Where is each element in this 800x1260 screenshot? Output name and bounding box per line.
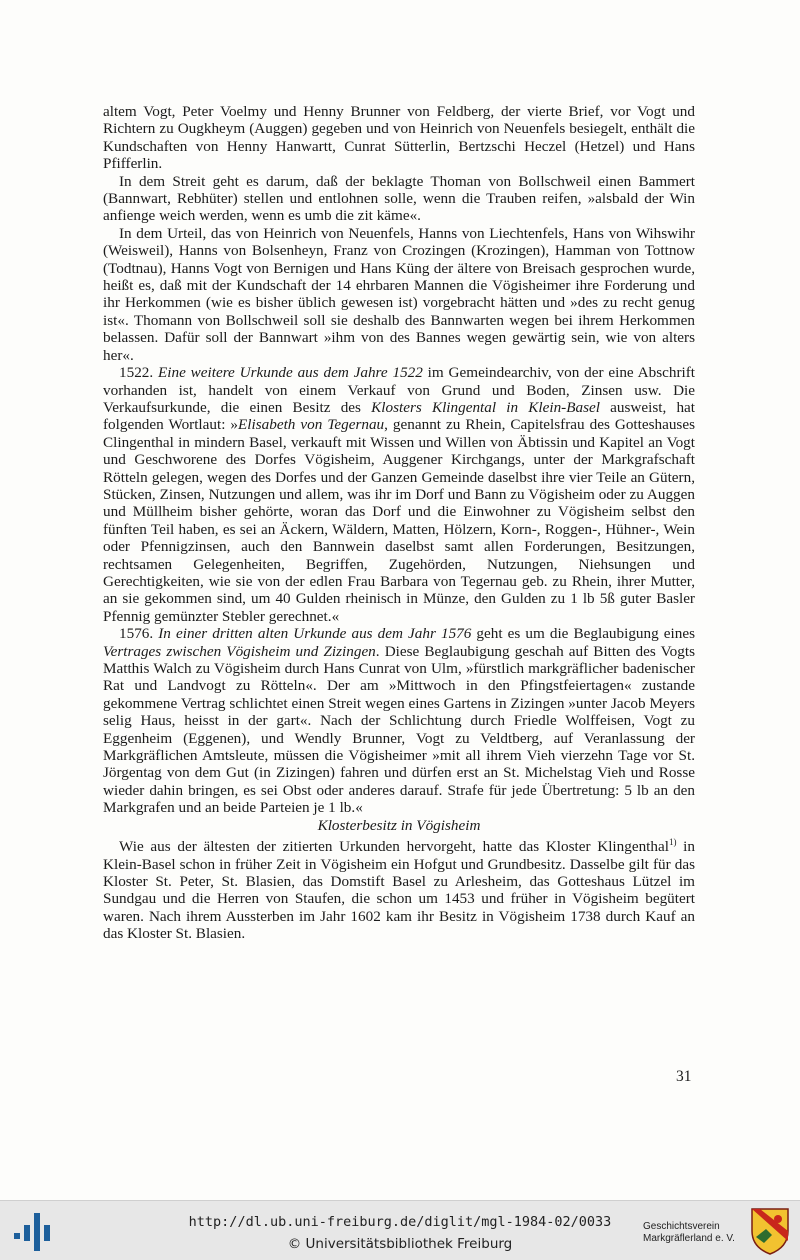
- emphasis-text: Elisabeth von Tegernau: [238, 416, 385, 434]
- text-run: altem Vogt, Peter Voelmy und Henny Brunner von Feldberg, der vierte Brief, vor Vogt und Richtern zu Ougkheym (Auggen) gegeben und von Heinrich von Neuenfels besiegelt, enthält die Kundschaften von Henny Hanwartt, Cunrat Sütterlin, Bertzschi Heczel (Hetzel) und Hans Pfifferlin.: [103, 103, 695, 173]
- text-run: geht es um die Beglaubigung eines: [471, 625, 695, 643]
- paragraph: [103, 625, 695, 816]
- society-line-1: Geschichtsverein: [643, 1221, 720, 1232]
- emphasis-text: Eine weitere Urkunde aus dem Jahre 1522: [158, 364, 423, 382]
- society-line-2: Markgräflerland e. V.: [643, 1233, 735, 1244]
- society-name: [643, 1221, 735, 1245]
- text-run: , genannt zu Rhein, Capitelsfrau des Gotteshauses Clingenthal in mindern Basel, verkauft mit Wissen und Willen von Äbtissin und Kapitel an Vogt und Geschworene des Dorfes Vögisheim, Auggener Kirchgangs, unter der Markgrafschaft Rötteln gelegen, wegen des Dorfes und der Ganzen Gemeinde daselbst ihre vier Teile an Gütern, Stücken, Zinsen, Nutzungen und allem, was ihr im Dorf und Bann zu Vögisheim oder zu Auggen und Müllheim bisher gehörte, woran das Dorf und die Einwohner zu Vögisheim selbst den fünften Teil haben, es sei an Äckern, Wäldern, Matten, Hölzern, Korn-, Roggen-, Hühner-, Wein oder Pfennigzinsen, auch den Bannwein daselbst samt allen Forderungen, Besitzungen, rechtsamen Gelegenheiten, Begriffen, Zugehörden, Nutzungen, Niehsungen und Gerechtigkeiten, wie sie von der edlen Frau Barbara von Tegernau geb. zu Rhein, ihrer Mutter, an sie gekommen sind, um 40 Gulden rheinisch in Münze, den Gulden zu 1 lb 5ß guter Basler Pfennig gemünzter Stebler gerechnet.«: [103, 416, 695, 625]
- paragraph: [103, 173, 695, 225]
- paragraph: [103, 103, 695, 173]
- text-run: in Klein-Basel schon in früher Zeit in Vögisheim ein Hofgut und Grundbesitz. Dasselbe gilt für das Kloster St. Peter, St. Blasien, das Domstift Basel zu Arlesheim, das Gotteshaus Lützel im Sundgau und die Herren von Staufen, die schon um 1453 und früher in Vögisheim begütert waren. Nach ihrem Aussterben im Jahr 1602 kam ihr Besitz in Vögisheim 1738 durch Kauf an das Kloster St. Blasien.: [103, 838, 695, 943]
- text-run: In dem Streit geht es darum, daß der beklagte Thoman von Bollschweil einen Bammert (Bannwart, Rebhüter) stellen und entlohnen solle, wenn die Trauben reifen, »alsbald der Win anfienge weich werden, wenn es umb die zit käme«.: [103, 172, 695, 225]
- ub-freiburg-logo-icon[interactable]: [12, 1211, 52, 1251]
- text-run: 1576.: [119, 625, 159, 643]
- text-run: im Gemeindearchiv, von der eine Abschrift vorhanden ist, handelt von einem Verkauf von Grund und Boden, Zinsen usw. Die Verkaufsurkunde, die einen Besitz des: [103, 364, 695, 416]
- paragraph: [103, 834, 695, 943]
- section-heading: Klosterbesitz in Vögisheim: [317, 816, 481, 834]
- footnote-marker: 1): [668, 837, 677, 848]
- source-url-link[interactable]: http://dl.ub.uni-freiburg.de/diglit/mgl-1984-02/0033: [188, 1214, 612, 1230]
- emphasis-text: In einer dritten alten Urkunde aus dem Jahr 1576: [158, 625, 472, 643]
- emphasis-text: Vertrages zwischen Vögisheim und Zizingen: [103, 642, 376, 660]
- coat-of-arms-icon: [750, 1207, 790, 1255]
- paragraph: [103, 364, 695, 625]
- text-run: Wie aus der ältesten der zitierten Urkunden hervorgeht, hatte das Kloster Klingenthal: [119, 838, 669, 856]
- text-run: In dem Urteil, das von Heinrich von Neuenfels, Hanns von Liechtenfels, Hans von Wihswihr (Weisweil), Hanns von Bolsenheyn, Franz von Crozingen (Krozingen), Hamman von Tottnow (Todtnau), Hanns Vogt von Bernigen und Hans Küng der ältere von Breisach gesprochen wurde, heißt es, daß mit der Kundschaft der 14 ehrbaren Mannen die Vögisheimer ihre Forderung und ihr Herkommen (wie es bisher üblich gewesen ist) vorgebracht hätten und »des zu recht genug ist«. Thomann von Bollschweil soll sie deshalb des Bannwarten wegen bei ihrem Herkommen belassen. Dafür soll der Bannwart »ihm von des Bannes wegen gewärtig sein, wie von alters her«.: [103, 224, 695, 364]
- text-run: ausweist, hat folgenden Wortlaut: »: [103, 398, 695, 434]
- footer-bar: [0, 1200, 800, 1260]
- text-run: . Diese Beglaubigung geschah auf Bitten des Vogts Matthis Walch zu Vögisheim durch Hans Cunrat von Ulm, »fürstlich markgräflicher badenischer Rat und Landvogt zu Rötteln«. Der am »Mittwoch in den Pfingstfeiertagen« zustande gekommene Vertrag schlichtet einen Streit wegen eines Gartens in Zizingen »unter Jacob Meyers selig Haus, heisst in der gart«. Nach der Schlichtung durch Friedle Wolffeisen, Vogt zu Eggenheim (Eggenen), und Wendly Brunner, Vogt zu Veldtberg, auf Veranlassung der Markgräflichen Amtsleute, müssen die Vögisheimer »mit all ihrem Vieh vierzehn Tage vor St. Jörgentag von dem Gut (in Zizingen) fahren und dürfen erst an St. Michelstag Vieh und Rosse wieder dahin bringen, es sei Obst oder anderes darauf. Strafe für jede Übertretung: 5 lb an den Markgrafen und an beide Parteien je 1 lb.«: [103, 642, 695, 817]
- page-number: 31: [676, 1068, 692, 1085]
- emphasis-text: Klosters Klingental in Klein-Basel: [371, 398, 600, 416]
- paragraph: [103, 225, 695, 364]
- text-run: 1522.: [119, 364, 158, 382]
- body-text: [103, 103, 695, 943]
- copyright-text: © Universitätsbibliothek Freiburg: [287, 1236, 513, 1252]
